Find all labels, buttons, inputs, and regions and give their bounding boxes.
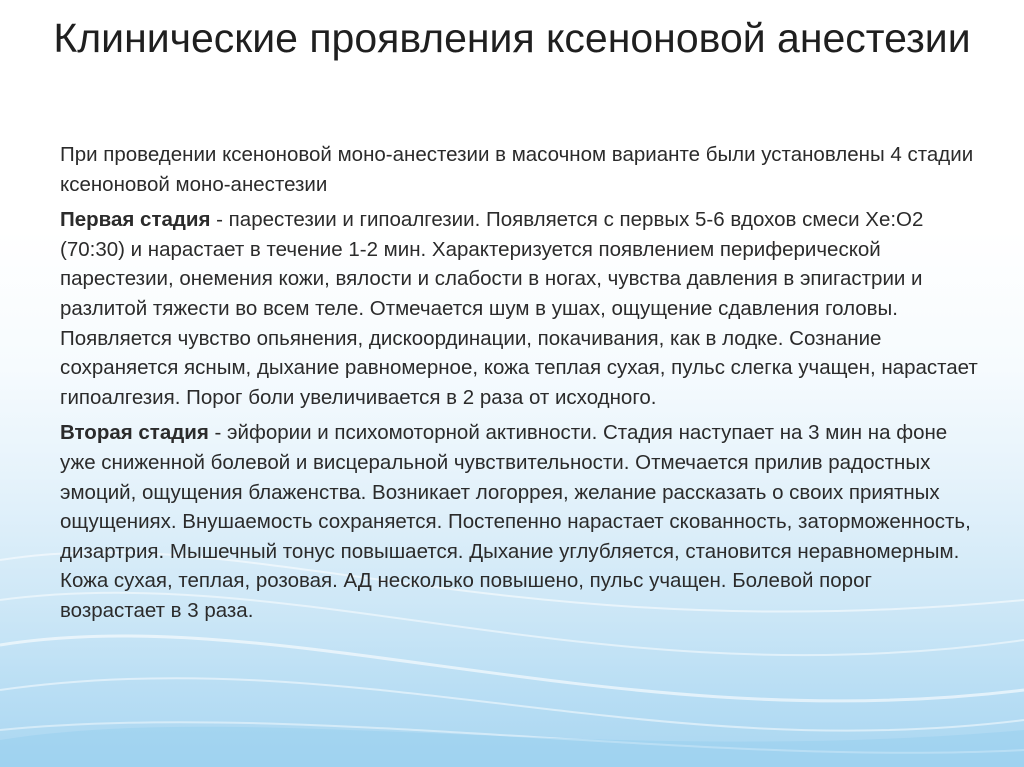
slide-body: [60, 140, 980, 632]
stage-description: - эйфории и психомоторной активности. Стадия наступает на 3 мин на фоне уже сниженной болевой и висцеральной чувствительности. Отмечается прилив радостных эмоций, ощущения блаженства. Возникает логоррея, желание рассказать о своих приятных ощущениях. Внушаемость сохраняется. Постепенно нарастает скованность, заторможенность, дизартрия. Мышечный тонус повышается. Дыхание углубляется, становится неравномерным. Кожа сухая, теплая, розовая. АД несколько повышено, пульс учащен. Болевой порог возрастает в 3 раза.: [60, 421, 971, 622]
stage-title: Вторая стадия: [60, 421, 209, 445]
stage-title: Первая стадия: [60, 208, 211, 232]
wave-band: [0, 727, 1024, 767]
slide-title: Клинические проявления ксеноновой анестезии: [53, 15, 971, 61]
stage-paragraph-1: [60, 205, 980, 412]
stage-description: - парестезии и гипоалгезии. Появляется с первых 5-6 вдохов смеси Xe:O2 (70:30) и нарастает в течение 1-2 мин. Характеризуется появлением периферической парестезии, онемения кожи, вялости и слабости в ногах, чувства давления в эпигастрии и разлитой тяжести во всем теле. Отмечается шум в ушах, ощущение сдавления головы. Появляется чувство опьянения, дискоординации, покачивания, как в лодке. Сознание сохраняется ясным, дыхание равномерное, кожа теплая сухая, пульс слегка учащен, нарастает гипоалгезия. Порог боли увеличивается в 2 раза от исходного.: [60, 208, 978, 409]
wave-line: [0, 636, 1024, 701]
stage-paragraph-2: [60, 418, 980, 625]
intro-paragraph: При проведении ксеноновой моно-анестезии в масочном варианте были установлены 4 стадии ксеноновой моно-анестезии: [60, 143, 974, 196]
